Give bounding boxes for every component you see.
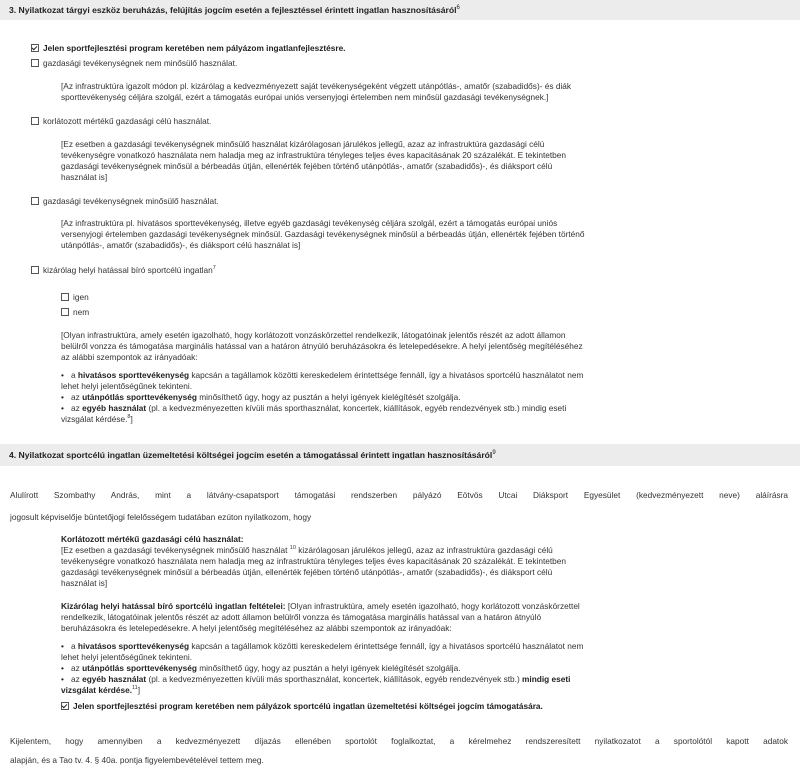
desc-line: [Olyan infrastruktúra, amely esetén igazolható, hogy korlátozott vonzáskörzettel rendelkezik, látogatóinak jelentős részét az adott államon xyxy=(61,330,566,340)
desc-line: belülről vonzza és támogatása marginális hatással van a határon átnyúló beruházásokra és letelepedésekre. A helyi jelentőség megítéléséhez xyxy=(61,341,583,351)
local-impact-no-row[interactable] xyxy=(61,307,89,318)
bullet-text: az xyxy=(71,403,83,413)
bullet-youth xyxy=(61,663,751,674)
desc-line: tevékenységre vonatkozó használata nem haladja meg az infrastruktúra tényleges teljes éves kapacitásának 20 százalékát. E tekintetben xyxy=(61,150,567,160)
option-economic-label: gazdasági tevékenységnek minősülő használat. xyxy=(43,196,219,206)
option-limited-economic-checkbox[interactable] xyxy=(31,117,39,125)
bullet-text: (pl. a kedvezményezetten kívüli más sporthasználat, koncertek, kiállítások, egyéb rendezvények stb.) mindig eseti xyxy=(146,403,567,413)
bullet-other xyxy=(61,403,741,414)
desc-line: használat is] xyxy=(61,172,108,182)
bullet-bold: hivatásos sporttevékenység xyxy=(77,370,190,380)
section4-header xyxy=(0,444,800,466)
desc-line: sporttevékenység céljára szolgál, ezért a támogatás európai uniós versenyjogi értelemben nem minősül gazdasági tevékenységnek.] xyxy=(61,92,549,102)
option-local-impact-checkbox[interactable] xyxy=(31,266,39,274)
section4-bullets xyxy=(61,641,751,696)
section3-main-check-label: Jelen sportfejlesztési program keretében nem pályázom ingatlanfejlesztésre. xyxy=(43,43,346,53)
bullet-text: az xyxy=(71,674,83,684)
limited-usage-line: gazdasági tevékenységnek minősül a bérbeadás útján, ellenérték fejében történő utánpótlás-, amatőr (szabadidős)-, és diáksport célú xyxy=(61,567,553,577)
section4-intro xyxy=(10,484,788,528)
desc-line: [Az infrastruktúra igazolt módon pl. kizárólag a kedvezményezett saját tevékenységeként végzett utánpótlás-, amatőr (szabadidős)- és diák xyxy=(61,81,572,91)
bullet-text: az xyxy=(71,392,83,402)
bullet-bold: utánpótlás sporttevékenység xyxy=(82,663,197,673)
bullet-youth xyxy=(61,392,741,403)
bullet-continuation: vizsgálat kérdése. xyxy=(61,414,128,424)
bullet-footnote: 8 xyxy=(127,414,131,421)
option-local-impact-label: kizárólag helyi hatással bíró sportcélú ingatlan xyxy=(43,265,213,275)
bullet-continuation: lehet helyi jelentőségűnek tekinteni. xyxy=(61,381,192,391)
bullet-text: a xyxy=(71,370,78,380)
section4-title: 4. Nyilatkozat sportcélú ingatlan üzemeltetési költségei jogcím esetén a támogatással érintett ingatlan hasznosításáról xyxy=(9,450,493,460)
local-conditions-text: [Olyan infrastruktúra, amely esetén igazolható, hogy korlátozott vonzáskörzettel xyxy=(285,601,580,611)
final-line: Kijelentem, hogy amennyiben a kedvezményezett díjazás ellenében sportolót foglalkoztat, a kérelmehez rendszeresített nyilatkozatot a sportolótól kapott adatok xyxy=(10,736,788,746)
local-impact-yes-label: igen xyxy=(73,292,89,302)
section3-header xyxy=(0,0,800,20)
bullet-professional xyxy=(61,370,741,381)
option-non-economic-label: gazdasági tevékenységnek nem minősülő használat. xyxy=(43,58,238,68)
option-non-economic-checkbox[interactable] xyxy=(31,59,39,67)
section4-title-footnote: 9 xyxy=(492,450,496,457)
bullet-continuation: vizsgálat kérdése. xyxy=(61,685,133,695)
bullet-text: a xyxy=(71,641,78,651)
limited-usage-block xyxy=(61,534,566,589)
bullet-bold: utánpótlás sporttevékenység xyxy=(82,392,197,402)
section3-title: 3. Nyilatkozat tárgyi eszköz beruházás, felújítás jogcím esetén a fejlesztéssel érintett ingatlan hasznosításáról xyxy=(9,5,457,15)
option-non-economic-row[interactable] xyxy=(31,58,237,69)
section3-title-footnote: 6 xyxy=(456,5,460,12)
local-conditions-line: beruházásokra és letelepedésekre. A helyi jelentőség megítéléséhez az alábbi szempontok az irányadóak: xyxy=(61,623,452,633)
section4-main-check-label: Jelen sportfejlesztési program keretében nem pályázok sportcélú ingatlan üzemeltetési költségei jogcím támogatására. xyxy=(73,701,543,711)
section4-main-checkbox[interactable] xyxy=(61,702,69,710)
bullet-other xyxy=(61,674,751,685)
desc-line: [Ez esetben a gazdasági tevékenységnek minősülő használat kizárólagosan járulékos jellegű, azaz az infrastruktúra gazdasági célú xyxy=(61,139,545,149)
local-conditions-line: rendelkezik, látogatóinak jelentős részét az adott államon belülről vonzza és támogatása marginális hatással van a határon átnyúló xyxy=(61,612,542,622)
option-non-economic-desc xyxy=(61,81,571,103)
local-impact-yes-checkbox[interactable] xyxy=(61,293,69,301)
limited-text: [Ez esetben a gazdasági tevékenységnek minősülő használat xyxy=(61,545,290,555)
bullet-bold: mindig eseti xyxy=(522,674,571,684)
desc-line: [Az infrastruktúra pl. hivatásos sporttevékenység, illetve egyéb gazdasági tevékenység céljára szolgál, ezért a támogatás európai uniós xyxy=(61,218,558,228)
local-conditions-title: Kizárólag helyi hatással bíró sportcélú ingatlan feltételei: xyxy=(61,601,286,611)
limited-usage-title: Korlátozott mértékű gazdasági célú használat: xyxy=(61,534,244,544)
desc-line: gazdasági tevékenységnek minősül a bérbeadás útján, ellenérték fejében történő utánpótlás-, amatőr (szabadidős)-, és diáksport célú xyxy=(61,161,553,171)
option-limited-economic-label: korlátozott mértékű gazdasági célú használat. xyxy=(43,116,212,126)
intro-line: Alulírott Szombathy András, mint a látvány-csapatsport támogatási rendszerben pályázó Eötvös Utcai Diáksport Egyesület (kedvezményezett neve) aláírásra xyxy=(10,490,788,500)
bullet-text: minősíthető úgy, hogy az pusztán a helyi igények kielégítését szolgálja. xyxy=(196,392,461,402)
desc-line: az alábbi szempontok az irányadóak: xyxy=(61,352,198,362)
desc-line: versenyjogi értelemben gazdasági tevékenységnek minősül. Gazdasági tevékenységnek minősül a bérbeadás útján, ellenérték fejében történő xyxy=(61,229,585,239)
bullet-close: ] xyxy=(137,685,141,695)
bullet-text: kapcsán a tagállamok közötti kereskedelem érintettsége fennáll, így a hivatásos sportcélú használatot nem xyxy=(189,641,584,651)
option-local-impact-row[interactable] xyxy=(31,265,216,276)
local-impact-no-checkbox[interactable] xyxy=(61,308,69,316)
bullet-text: (pl. a kedvezményezetten kívüli más sporthasználat, koncertek, kiállítások, egyéb rendezvények stb.) xyxy=(146,674,523,684)
bullet-close: ] xyxy=(130,414,133,424)
bullet-text: kapcsán a tagállamok közötti kereskedelem érintettsége fennáll, így a hivatásos sportcélú használatot nem xyxy=(189,370,584,380)
option-local-impact-desc xyxy=(61,330,583,363)
limited-usage-line xyxy=(61,545,566,556)
section3-main-checkbox[interactable] xyxy=(31,44,39,52)
final-line: alapján, és a Tao tv. 4. § 40a. pontja figyelembevételével tettem meg. xyxy=(10,755,264,765)
option-economic-row[interactable] xyxy=(31,196,219,207)
bullet-footnote: 11 xyxy=(132,685,138,692)
option-economic-desc xyxy=(61,218,585,251)
option-limited-economic-desc xyxy=(61,139,566,183)
local-impact-no-label: nem xyxy=(73,307,90,317)
local-conditions-block xyxy=(61,601,761,634)
bullet-continuation: lehet helyi jelentőségűnek tekinteni. xyxy=(61,652,192,662)
bullet-professional xyxy=(61,641,751,652)
section3-main-check-row[interactable] xyxy=(31,43,345,54)
option-limited-economic-row[interactable] xyxy=(31,116,211,127)
section3-bullets xyxy=(61,370,741,425)
limited-usage-line: használat is] xyxy=(61,578,108,588)
section4-main-check-row[interactable] xyxy=(61,701,543,712)
bullet-text: az xyxy=(71,663,83,673)
intro-line: jogosult képviselője büntetőjogi felelősségem tudatában ezúton nyilatkozom, hogy xyxy=(10,512,312,522)
local-impact-yes-row[interactable] xyxy=(61,292,89,303)
bullet-bold: hivatásos sporttevékenység xyxy=(77,641,190,651)
limited-usage-line: tevékenységre vonatkozó használata nem haladja meg az infrastruktúra tényleges teljes éves kapacitásának 20 százalékát. E tekintetben xyxy=(61,556,567,566)
option-local-impact-footnote: 7 xyxy=(212,265,216,272)
option-economic-checkbox[interactable] xyxy=(31,197,39,205)
bullet-text: minősíthető úgy, hogy az pusztán a helyi igények kielégítését szolgálja. xyxy=(196,663,461,673)
final-statement xyxy=(10,730,788,771)
desc-line: utánpótlás-, amatőr (szabadidős)-, és diáksport célú használat is] xyxy=(61,240,301,250)
limited-footnote: 10 xyxy=(289,545,296,552)
bullet-bold: egyéb használat xyxy=(82,674,147,684)
bullet-bold: egyéb használat xyxy=(82,403,147,413)
limited-text: kizárólagosan járulékos jellegű, azaz az infrastruktúra gazdasági célú xyxy=(295,545,553,555)
